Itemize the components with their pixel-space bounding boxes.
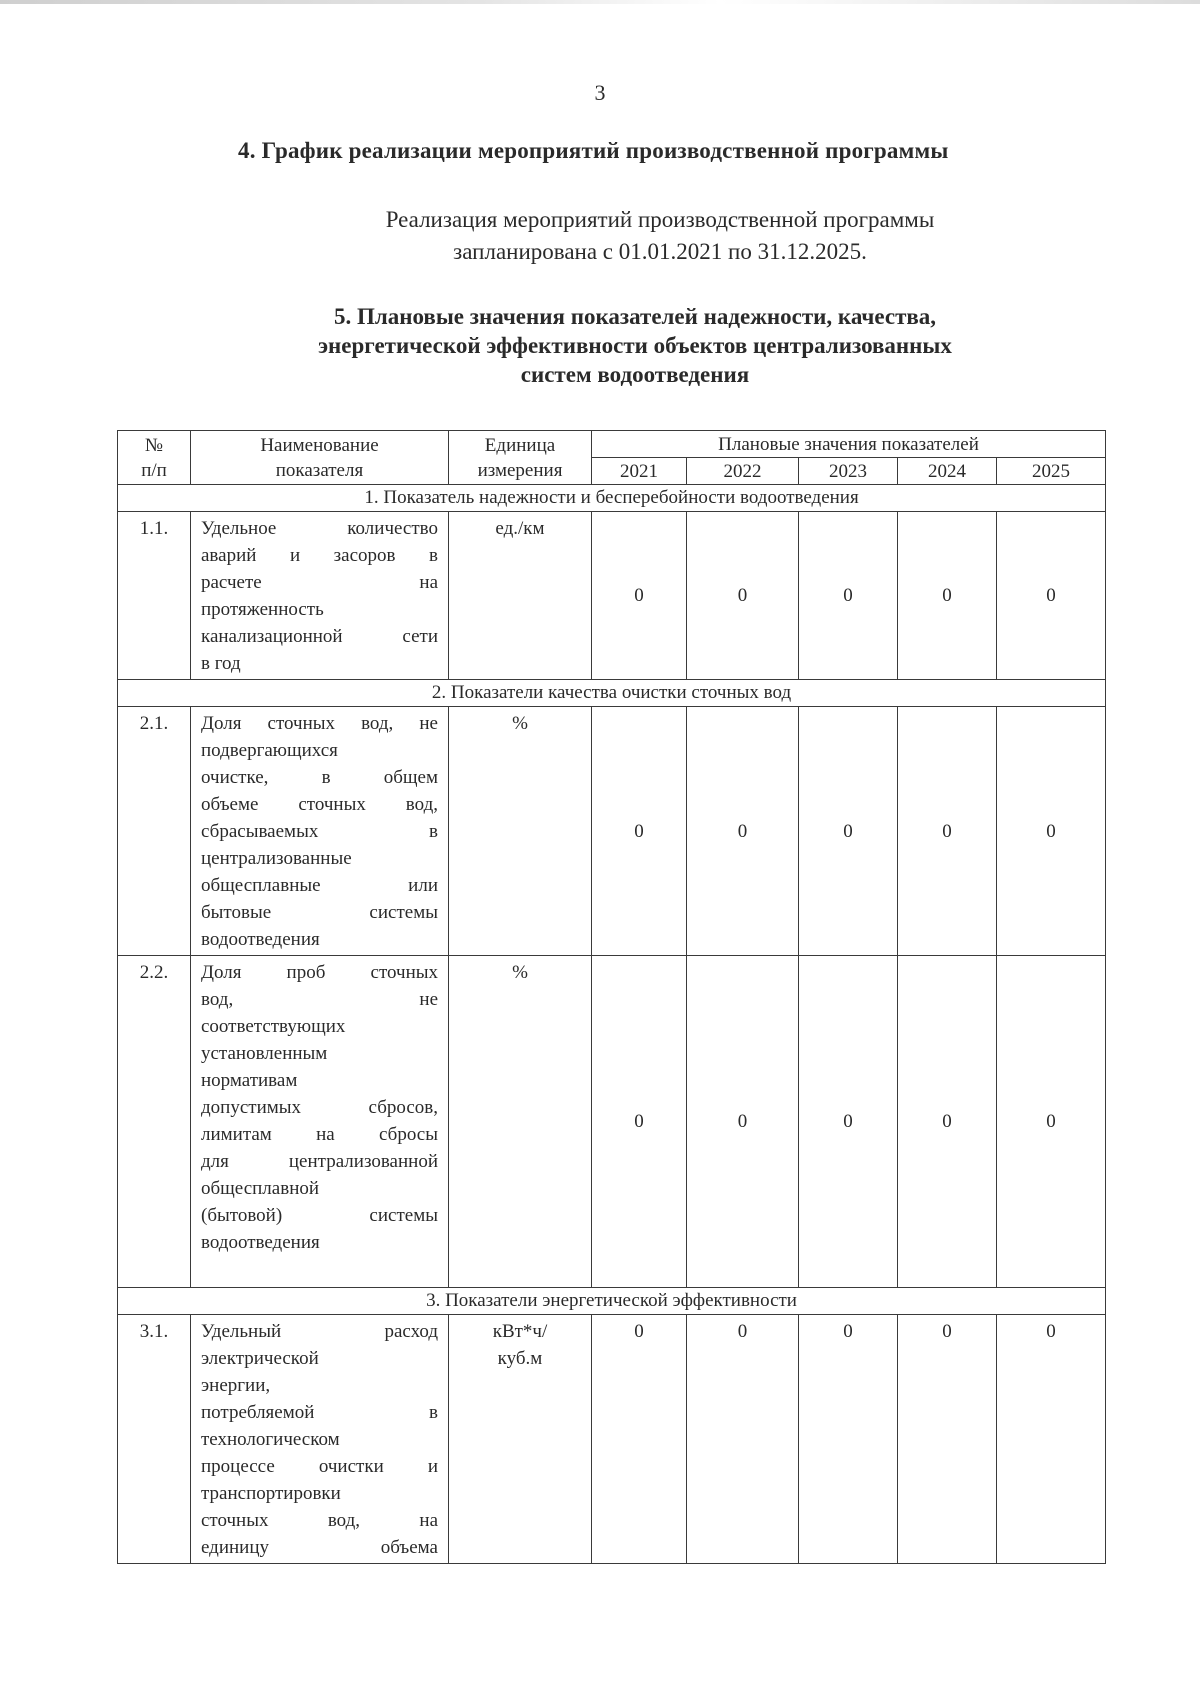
indicator-name-line: подвергающихся xyxy=(201,740,338,761)
indicator-name-line: протяженность xyxy=(201,599,324,620)
indicator-name-line: процессе очистки и xyxy=(201,1456,438,1477)
table-body xyxy=(118,485,1106,1564)
table-row xyxy=(118,1315,1106,1564)
header-name-line: показателя xyxy=(275,460,364,481)
indicator-name-line: Удельный расход xyxy=(201,1321,438,1342)
indicator-name-line: централизованные xyxy=(201,848,352,869)
table-row xyxy=(118,956,1106,1288)
value-2025: 0 xyxy=(997,1315,1106,1564)
indicator-name-line: единицу объема xyxy=(201,1537,438,1558)
header-year: 2021 xyxy=(592,458,687,485)
section-4-text xyxy=(300,204,1020,268)
unit: % xyxy=(449,707,592,956)
indicator-name-line: вод, не xyxy=(201,989,438,1010)
indicator-name-line: Удельное количество xyxy=(201,518,438,539)
indicator-name-line: Доля проб сточных xyxy=(201,962,438,983)
row-number: 3.1. xyxy=(118,1315,191,1564)
indicator-name xyxy=(191,1315,449,1564)
section-4-text-line: запланирована с 01.01.2021 по 31.12.2025. xyxy=(453,239,867,264)
value-2025: 0 xyxy=(997,956,1106,1288)
indicator-name-line: водоотведения xyxy=(201,929,320,950)
header-name-line: Наименование xyxy=(260,435,379,456)
section-row xyxy=(118,680,1106,707)
section-5-heading xyxy=(200,302,1070,389)
table-header xyxy=(118,431,1106,485)
indicator-name-line: соответствующих xyxy=(201,1016,346,1037)
indicator-name-line: сбрасываемых в xyxy=(201,821,438,842)
unit xyxy=(449,1315,592,1564)
indicator-name-line: энергии, xyxy=(201,1375,271,1396)
indicator-name-line: расчете на xyxy=(201,572,438,593)
indicator-name xyxy=(191,956,449,1288)
section-title: 1. Показатель надежности и бесперебойности водоотведения xyxy=(118,485,1106,512)
value-2025: 0 xyxy=(997,512,1106,680)
unit: % xyxy=(449,956,592,1288)
value-2024: 0 xyxy=(898,512,997,680)
indicator-name-line: допустимых сбросов, xyxy=(201,1097,438,1118)
header-num xyxy=(118,431,191,485)
page-number: 3 xyxy=(594,80,606,105)
indicator-name-line: водоотведения xyxy=(201,1232,320,1253)
header-plan-values: Плановые значения показателей xyxy=(592,431,1106,458)
scan-edge xyxy=(0,0,1200,4)
value-2025: 0 xyxy=(997,707,1106,956)
indicator-name-line: аварий и засоров в xyxy=(201,545,438,566)
section-5-heading-line: 5. Плановые значения показателей надежности, качества, xyxy=(333,304,937,329)
indicator-name-line: лимитам на сбросы xyxy=(201,1124,438,1145)
header-year: 2024 xyxy=(898,458,997,485)
indicator-name-line: транспортировки xyxy=(201,1483,341,1504)
indicator-name-line: нормативам xyxy=(201,1070,298,1091)
value-2023: 0 xyxy=(799,512,898,680)
indicator-name-line: в год xyxy=(201,653,241,674)
value-2022: 0 xyxy=(687,512,799,680)
indicator-name-line: сточных вод, на xyxy=(201,1510,438,1531)
indicator-name-line: канализационной сети xyxy=(201,626,438,647)
header-num-line: п/п xyxy=(141,460,167,481)
indicator-name-line: (бытовой) системы xyxy=(201,1205,438,1226)
indicator-name-line: Доля сточных вод, не xyxy=(201,713,438,734)
value-2024: 0 xyxy=(898,707,997,956)
value-2022: 0 xyxy=(687,1315,799,1564)
indicator-name-line: для централизованной xyxy=(201,1151,438,1172)
header-year: 2022 xyxy=(687,458,799,485)
unit: ед./км xyxy=(449,512,592,680)
section-row xyxy=(118,485,1106,512)
indicator-name-line: общесплавной xyxy=(201,1178,320,1199)
value-2022: 0 xyxy=(687,707,799,956)
section-title: 2. Показатели качества очистки сточных вод xyxy=(118,680,1106,707)
value-2023: 0 xyxy=(799,1315,898,1564)
value-2021: 0 xyxy=(592,1315,687,1564)
value-2021: 0 xyxy=(592,707,687,956)
table-row xyxy=(118,707,1106,956)
unit-line: кВт*ч/ xyxy=(492,1321,548,1342)
indicator-name-line: очистке, в общем xyxy=(201,767,438,788)
header-year: 2025 xyxy=(997,458,1106,485)
unit-line: куб.м xyxy=(497,1348,543,1369)
row-number: 1.1. xyxy=(118,512,191,680)
value-2023: 0 xyxy=(799,707,898,956)
indicator-name-line: общесплавные или xyxy=(201,875,438,896)
header-unit-line: Единица xyxy=(484,435,556,456)
section-row xyxy=(118,1288,1106,1315)
indicator-name-line: технологическом xyxy=(201,1429,340,1450)
value-2021: 0 xyxy=(592,512,687,680)
header-num-line: № xyxy=(144,435,164,456)
value-2024: 0 xyxy=(898,956,997,1288)
indicators-table xyxy=(117,430,1106,1564)
header-unit-line: измерения xyxy=(477,460,563,481)
section-5-heading-line: систем водоотведения xyxy=(520,362,750,387)
value-2023: 0 xyxy=(799,956,898,1288)
header-year: 2023 xyxy=(799,458,898,485)
table-row xyxy=(118,512,1106,680)
section-4-heading: 4. График реализации мероприятий производственной программы xyxy=(238,138,949,163)
indicator-name xyxy=(191,707,449,956)
header-name xyxy=(191,431,449,485)
indicator-name-line: объеме сточных вод, xyxy=(201,794,438,815)
indicator-name xyxy=(191,512,449,680)
indicator-name-line: потребляемой в xyxy=(201,1402,438,1423)
section-5-heading-line: энергетической эффективности объектов централизованных xyxy=(318,333,952,358)
indicator-name-line: установленным xyxy=(201,1043,328,1064)
value-2022: 0 xyxy=(687,956,799,1288)
indicator-name-line: электрической xyxy=(201,1348,319,1369)
row-number: 2.2. xyxy=(118,956,191,1288)
value-2024: 0 xyxy=(898,1315,997,1564)
value-2021: 0 xyxy=(592,956,687,1288)
section-title: 3. Показатели энергетической эффективности xyxy=(118,1288,1106,1315)
row-number: 2.1. xyxy=(118,707,191,956)
header-unit xyxy=(449,431,592,485)
section-4-text-line: Реализация мероприятий производственной программы xyxy=(385,207,935,232)
indicator-name-line: бытовые системы xyxy=(201,902,438,923)
